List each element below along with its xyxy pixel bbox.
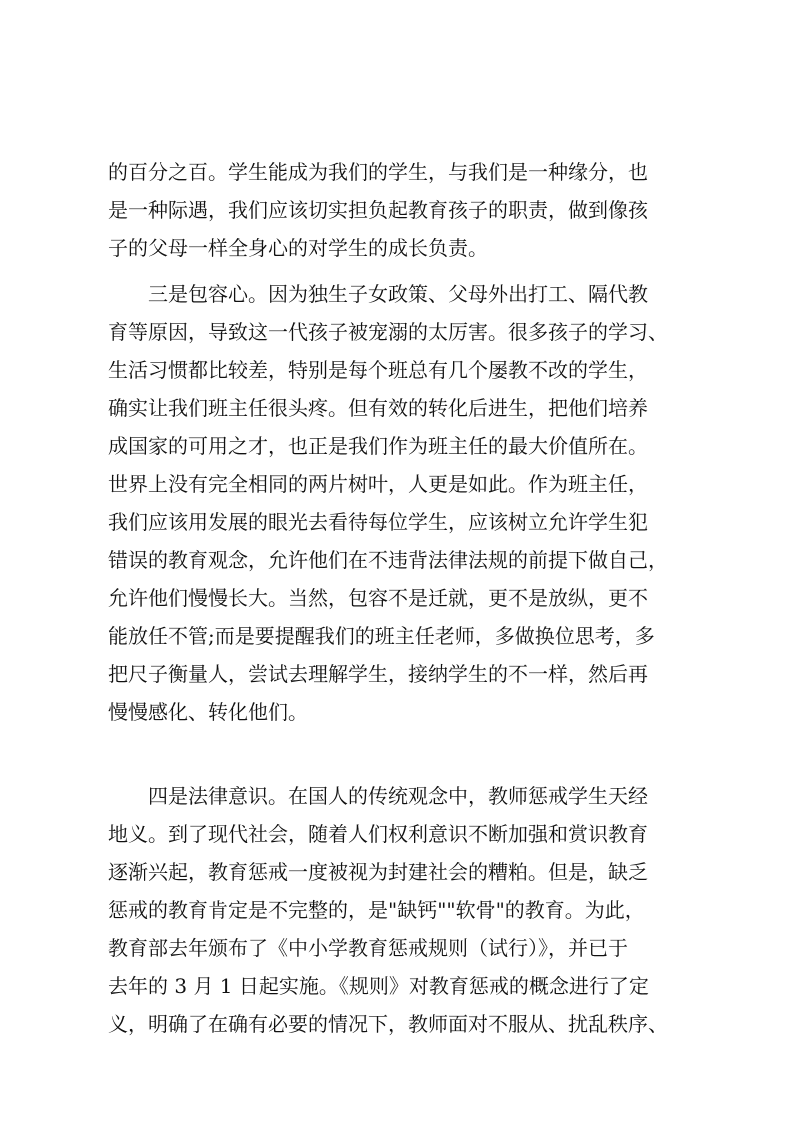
text-line: 错误的教育观念，允许他们在不违背法律法规的前提下做自己，: [108, 548, 668, 572]
text-line: 确实让我们班主任很头疼。但有效的转化后进生，把他们培养: [108, 396, 648, 420]
text-line: 生活习惯都比较差，特别是每个班总有几个屡教不改的学生，: [108, 358, 648, 382]
paragraph-2: [108, 275, 690, 769]
text-line: 义，明确了在确有必要的情况下，教师面对不服从、扰乱秩序、: [108, 1012, 668, 1036]
text-line: 慢慢感化、转化他们。: [108, 700, 308, 724]
text-line: 四是法律意识。在国人的传统观念中，教师惩戒学生天经: [108, 784, 648, 808]
text-line: 逐渐兴起，教育惩戒一度被视为封建社会的糟粕。但是，缺乏: [108, 860, 648, 884]
body-text: [108, 153, 690, 1043]
text-line: 教育部去年颁布了《中小学教育惩戒规则（试行）》，并已于: [108, 936, 628, 960]
paragraph-3: [108, 777, 690, 1043]
text-line: 育等原因，导致这一代孩子被宠溺的太厉害。很多孩子的学习、: [108, 320, 668, 344]
paragraph-1: [108, 153, 690, 267]
text-line: 去年的 3 月 1 日起实施。《规则》对教育惩戒的概念进行了定: [108, 974, 649, 998]
text-line: 成国家的可用之才，也正是我们作为班主任的最大价值所在。: [108, 434, 648, 458]
text-line: 的百分之百。学生能成为我们的学生，与我们是一种缘分，也: [108, 160, 648, 184]
text-line: 世界上没有完全相同的两片树叶，人更是如此。作为班主任，: [108, 472, 648, 496]
text-line: 把尺子衡量人，尝试去理解学生，接纳学生的不一样，然后再: [108, 662, 648, 686]
text-line: 惩戒的教育肯定是不完整的，是"缺钙""软骨"的教育。为此，: [108, 898, 645, 922]
text-line: [108, 731, 690, 769]
text-line: 我们应该用发展的眼光去看待每位学生，应该树立允许学生犯: [108, 510, 648, 534]
text-line: 子的父母一样全身心的对学生的成长负责。: [108, 236, 488, 260]
text-line: 是一种际遇，我们应该切实担负起教育孩子的职责，做到像孩: [108, 198, 648, 222]
text-line: 允许他们慢慢长大。当然，包容不是迁就，更不是放纵，更不: [108, 586, 648, 610]
text-line: 地义。到了现代社会，随着人们权利意识不断加强和赏识教育: [108, 822, 648, 846]
text-line: 三是包容心。因为独生子女政策、父母外出打工、隔代教: [108, 282, 648, 306]
text-line: 能放任不管;而是要提醒我们的班主任老师，多做换位思考，多: [108, 624, 655, 648]
